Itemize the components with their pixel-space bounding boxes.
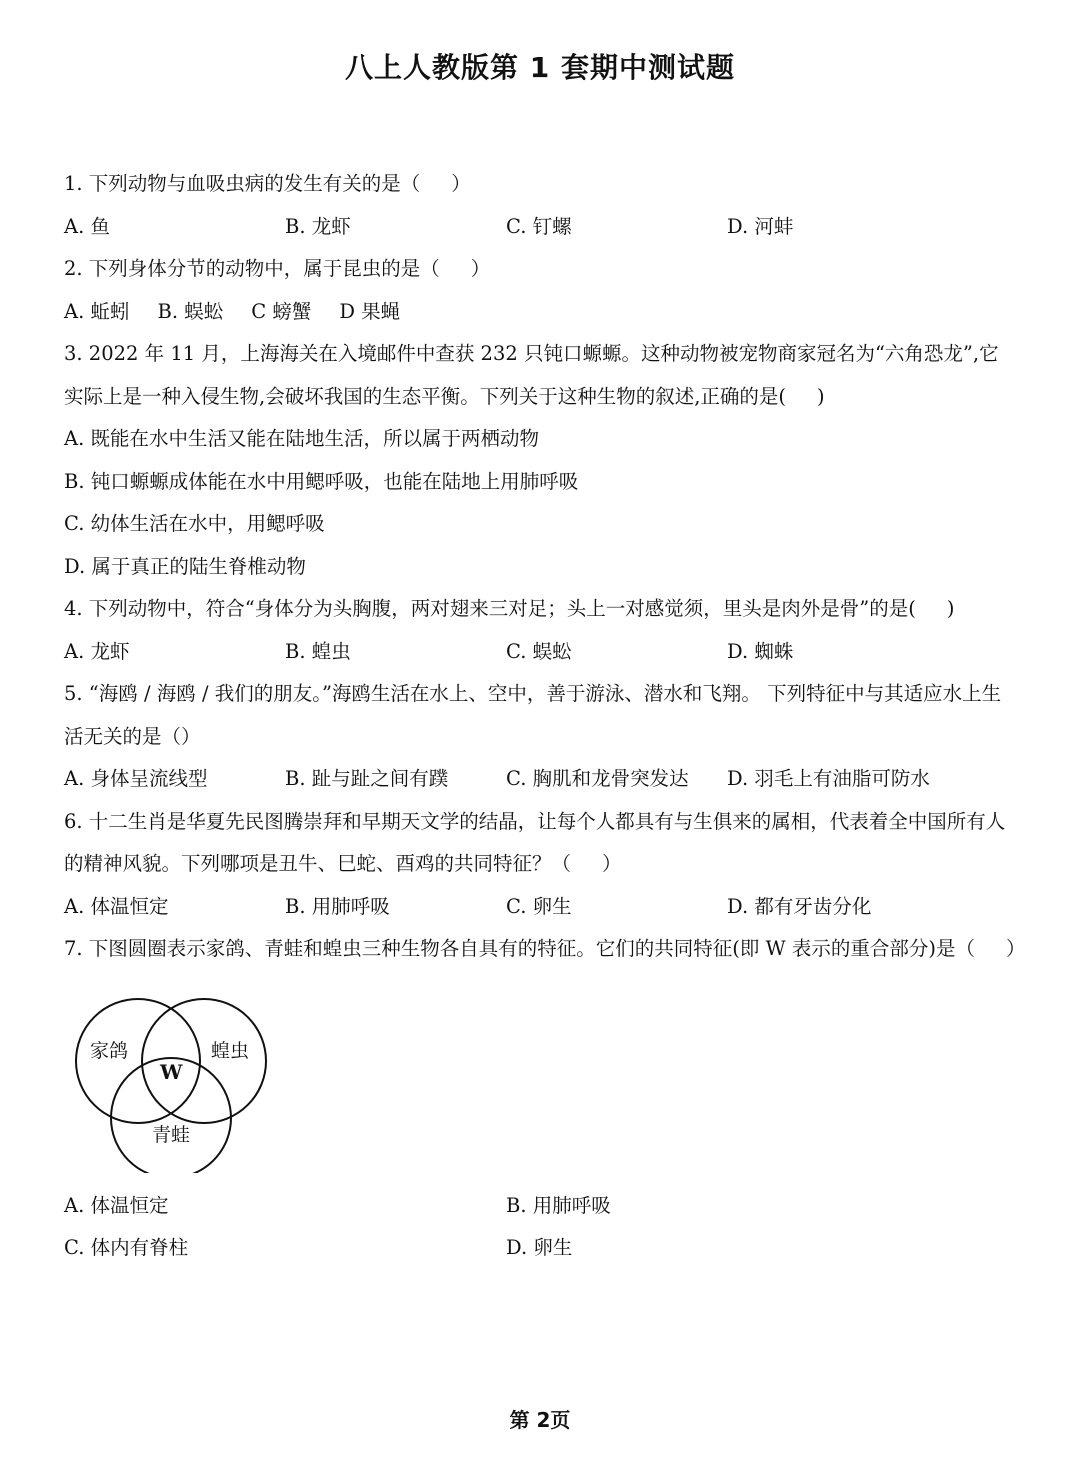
question-7-option-b: B. 用肺呼吸 (506, 1193, 611, 1217)
question-3-option-b: B. 钝口螈螈成体能在水中用鳃呼吸，也能在陆地上用肺呼吸 (64, 469, 579, 493)
question-7-options-row-1 (64, 1185, 1016, 1228)
question-6 (64, 801, 1016, 929)
question-list (64, 163, 1026, 1270)
venn-label-frog: 青蛙 (152, 1123, 191, 1146)
question-2-option-c: C 螃蟹 (251, 299, 312, 323)
question-4 (64, 588, 1016, 673)
question-5-options (64, 758, 1016, 801)
question-3-option-a: A. 既能在水中生活又能在陆地生活，所以属于两栖动物 (64, 427, 539, 450)
question-7-options-row-2 (64, 1227, 1016, 1270)
venn-diagram (68, 989, 272, 1173)
question-3 (64, 333, 1016, 588)
question-1 (64, 163, 1016, 248)
question-7-option-c: C. 体内有脊柱 (64, 1236, 189, 1259)
question-5 (64, 673, 1016, 801)
question-4-option-c: C. 蜈蚣 (506, 639, 572, 663)
page-number: 第 2页 (509, 1408, 571, 1432)
question-5-stem: 5. “海鸥 / 海鸥 / 我们的朋友。”海鸥生活在水上、空中，善于游泳、潜水和飞翔。 下列特征中与其适应水上生活无关的是（） (64, 682, 1002, 748)
question-4-option-a: A. 龙虾 (64, 639, 130, 663)
venn-label-w: W (160, 1059, 183, 1084)
question-2-option-a: A. 蚯蚓 (64, 299, 130, 323)
question-2-stem: 2. 下列身体分节的动物中，属于昆虫的是（ ） (64, 257, 491, 280)
question-1-options (64, 206, 1016, 249)
question-2-options (64, 291, 1016, 334)
question-2-option-b: B. 蜈蚣 (157, 299, 224, 323)
question-6-option-b: B. 用肺呼吸 (285, 894, 390, 918)
question-1-stem: 1. 下列动物与血吸虫病的发生有关的是（ ） (64, 172, 471, 195)
question-4-stem: 4. 下列动物中，符合“身体分为头胸腹，两对翅来三对足；头上一对感觉须，里头是肉外是骨”的是( ) (64, 597, 955, 620)
question-4-options (64, 631, 1016, 674)
question-6-stem: 6. 十二生肖是华夏先民图腾崇拜和早期天文学的结晶，让每个人都具有与生俱来的属相，代表着全中国所有人的精神风貌。下列哪项是丑牛、巳蛇、酉鸡的共同特征？（ ） (64, 809, 1006, 875)
question-6-option-a: A. 体温恒定 (64, 894, 169, 918)
page-title: 八上人教版第 1 套期中测试题 (345, 51, 735, 84)
question-7-option-a: A. 体温恒定 (64, 1193, 169, 1217)
question-3-option-d: D. 属于真正的陆生脊椎动物 (64, 554, 306, 578)
question-3-option-c: C. 幼体生活在水中，用鳃呼吸 (64, 512, 325, 535)
question-6-option-d: D. 都有牙齿分化 (727, 894, 872, 918)
question-7-stem: 7. 下图圆圈表示家鸽、青蛙和蝗虫三种生物各自具有的特征。它们的共同特征(即 W 表示的重合部分)是（ ） (64, 937, 1026, 960)
question-1-option-a: A. 鱼 (64, 214, 110, 238)
venn-label-pigeon: 家鸽 (90, 1039, 129, 1062)
question-4-option-d: D. 蜘蛛 (727, 639, 794, 663)
question-1-option-b: B. 龙虾 (285, 214, 351, 238)
question-4-option-b: B. 蝗虫 (285, 639, 351, 663)
question-1-option-c: C. 钉螺 (506, 214, 572, 238)
question-5-option-c: C. 胸肌和龙骨突发达 (506, 767, 689, 790)
question-7-option-d: D. 卵生 (506, 1236, 573, 1259)
question-7 (64, 928, 1026, 1270)
question-2 (64, 248, 1016, 333)
venn-label-locust: 蝗虫 (211, 1039, 250, 1062)
question-5-option-d: D. 羽毛上有油脂可防水 (727, 767, 930, 790)
question-6-options (64, 886, 1016, 929)
question-6-option-c: C. 卵生 (506, 894, 572, 918)
question-5-option-b: B. 趾与趾之间有蹼 (285, 767, 449, 790)
question-1-option-d: D. 河蚌 (727, 214, 794, 238)
question-2-option-d: D 果蝇 (339, 299, 401, 323)
question-5-option-a: A. 身体呈流线型 (64, 767, 208, 790)
question-3-stem: 3. 2022 年 11 月，上海海关在入境邮件中查获 232 只钝口螈螈。这种动物被宠物商家冠名为“六角恐龙”,它实际上是一种入侵生物,会破坏我国的生态平衡。下列关于这种生物的叙述,正确的是( ) (64, 342, 999, 408)
